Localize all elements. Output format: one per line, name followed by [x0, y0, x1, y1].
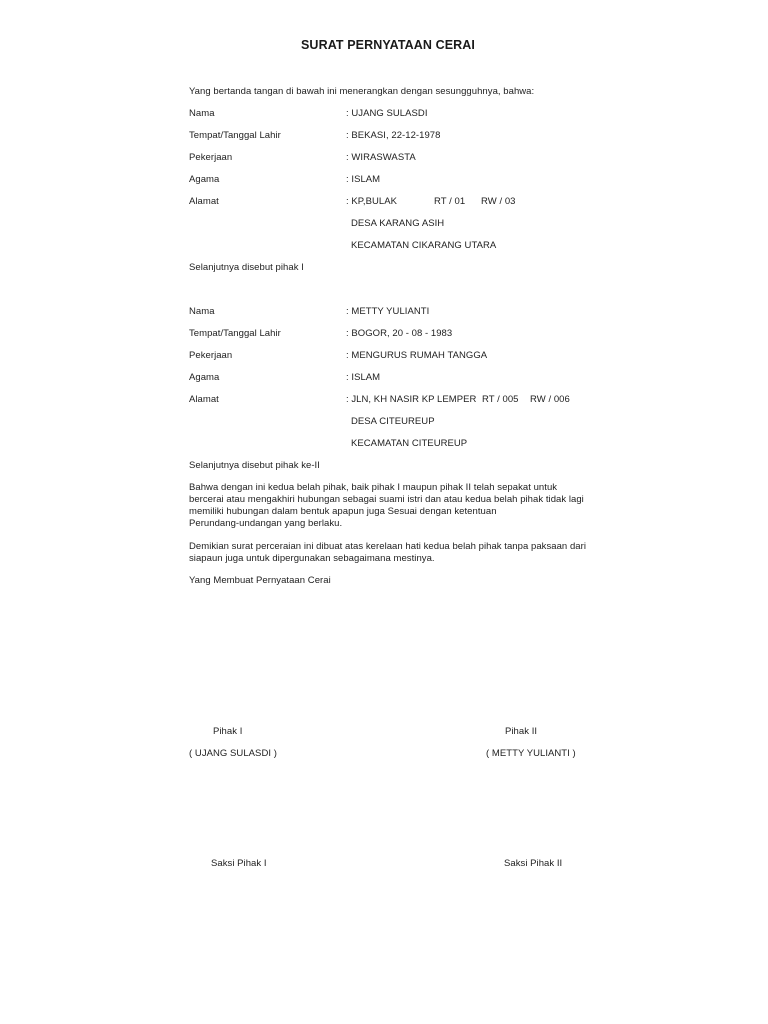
agreement-line: memiliki hubungan dalam bentuk apapun juga Sesuai dengan ketentuan — [189, 506, 497, 517]
pihak2-pekerjaan: : MENGURUS RUMAH TANGGA — [346, 350, 488, 361]
closing-line: siapaun juga untuk dipergunakan sebagaimana mestinya. — [189, 553, 435, 564]
label-pekerjaan: Pekerjaan — [189, 152, 233, 163]
pihak1-nama: : UJANG SULASDI — [346, 108, 428, 119]
label-pekerjaan: Pekerjaan — [189, 350, 233, 361]
pihak1-rt: RT / 01 — [434, 196, 466, 207]
label-nama: Nama — [189, 108, 215, 119]
pihak1-sebutan: Selanjutnya disebut pihak I — [189, 262, 304, 273]
closing-line: Demikian surat perceraian ini dibuat atas kerelaan hati kedua belah pihak tanpa paksaan dari — [189, 541, 586, 552]
pihak2-ttl: : BOGOR, 20 - 08 - 1983 — [346, 328, 453, 339]
pihak2-signature-label: Pihak II — [505, 726, 538, 737]
declarant-label: Yang Membuat Pernyataan Cerai — [189, 575, 331, 586]
label-agama: Agama — [189, 372, 220, 383]
pihak2-kecamatan: KECAMATAN CITEUREUP — [351, 438, 468, 449]
pihak1-desa: DESA KARANG ASIH — [351, 218, 445, 229]
pihak1-alamat: : KP,BULAK — [346, 196, 398, 207]
pihak2-agama: : ISLAM — [346, 372, 381, 383]
pihak1-agama: : ISLAM — [346, 174, 381, 185]
label-alamat: Alamat — [189, 394, 219, 405]
witness1-label: Saksi Pihak I — [211, 858, 267, 869]
agreement-line: Bahwa dengan ini kedua belah pihak, baik pihak I maupun pihak II telah sepakat untuk — [189, 482, 558, 493]
pihak2-desa: DESA CITEUREUP — [351, 416, 435, 427]
pihak2-sebutan: Selanjutnya disebut pihak ke-II — [189, 460, 320, 471]
document-title: SURAT PERNYATAAN CERAI — [301, 38, 475, 52]
label-ttl: Tempat/Tanggal Lahir — [189, 130, 281, 141]
witness2-label: Saksi Pihak II — [504, 858, 563, 869]
label-agama: Agama — [189, 174, 220, 185]
intro-text: Yang bertanda tangan di bawah ini menerangkan dengan sesungguhnya, bahwa: — [189, 86, 535, 97]
pihak1-signature-label: Pihak I — [213, 726, 243, 737]
pihak1-kecamatan: KECAMATAN CIKARANG UTARA — [351, 240, 497, 251]
pihak1-ttl: : BEKASI, 22-12-1978 — [346, 130, 441, 141]
pihak2-alamat: : JLN, KH NASIR KP LEMPER — [346, 394, 477, 405]
agreement-line: Perundang-undangan yang berlaku. — [189, 518, 343, 529]
pihak2-rt: RT / 005 — [482, 394, 519, 405]
pihak1-rw: RW / 03 — [481, 196, 516, 207]
label-alamat: Alamat — [189, 196, 219, 207]
label-nama: Nama — [189, 306, 215, 317]
pihak2-nama: : METTY YULIANTI — [346, 306, 430, 317]
pihak1-pekerjaan: : WIRASWASTA — [346, 152, 416, 163]
pihak1-signature-name: ( UJANG SULASDI ) — [189, 748, 277, 759]
pihak2-rw: RW / 006 — [530, 394, 570, 405]
label-ttl: Tempat/Tanggal Lahir — [189, 328, 281, 339]
pihak2-signature-name: ( METTY YULIANTI ) — [486, 748, 576, 759]
agreement-line: bercerai atau mengakhiri hubungan sebagai suami istri dan atau kedua belah pihak tidak lagi — [189, 494, 584, 505]
